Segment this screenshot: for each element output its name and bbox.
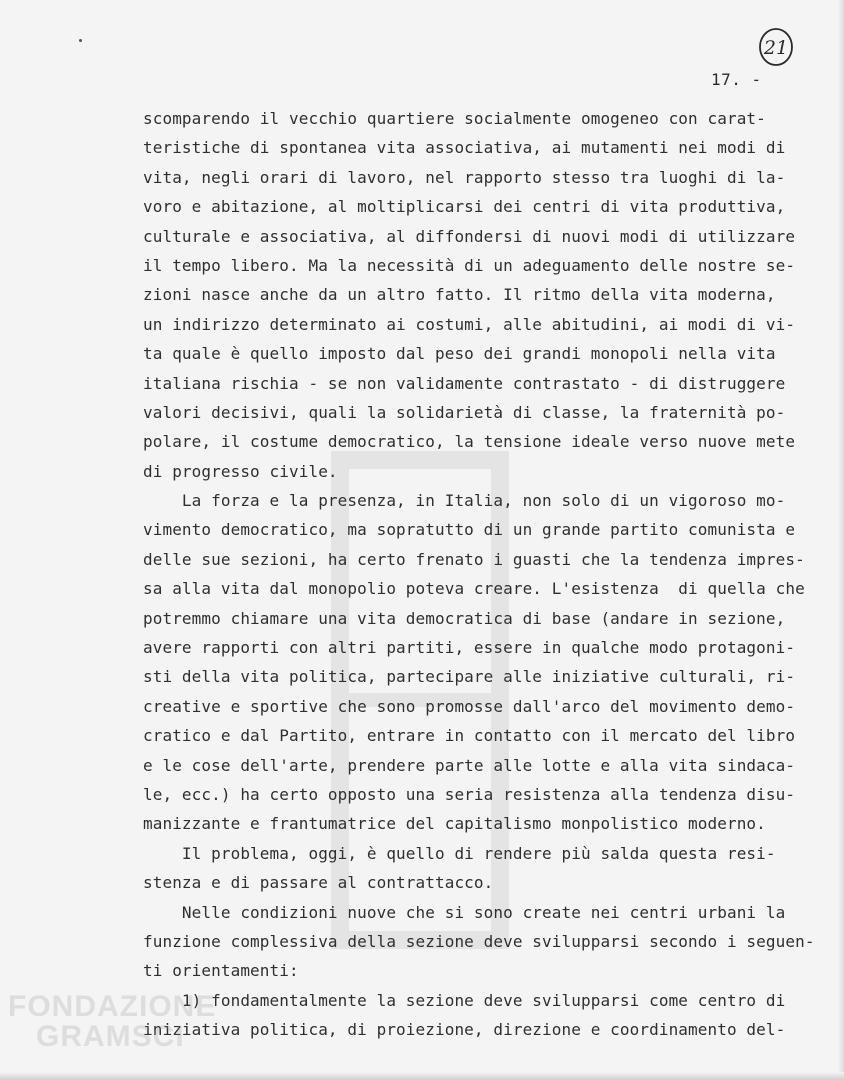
text-line: Il problema, oggi, è quello di rendere più salda questa resi-: [143, 843, 776, 863]
typewritten-body-text: [143, 104, 823, 1045]
handwritten-sheet-number: [757, 27, 795, 67]
text-line: 1) fondamentalmente la sezione deve svilupparsi come centro di: [143, 990, 786, 1010]
text-line: creative e sportive che sono promosse dall'arco del movimento demo-: [143, 696, 796, 716]
text-line: La forza e la presenza, in Italia, non solo di un vigoroso mo-: [143, 491, 786, 511]
text-line: valori decisivi, quali la solidarietà di classe, la fraternità po-: [143, 402, 786, 422]
watermark-logo: [8, 992, 216, 1052]
text-line: iniziativa politica, di proiezione, direzione e coordinamento del-: [143, 1020, 786, 1040]
paper-edge-bottom: [0, 1072, 844, 1080]
text-line: sa alla vita dal monopolio poteva creare. L'esistenza di quella che: [143, 579, 805, 599]
text-line: ta quale è quello imposto dal peso dei grandi monopoli nella vita: [143, 344, 776, 364]
text-line: sti della vita politica, partecipare alle iniziative culturali, ri-: [143, 667, 796, 687]
text-line: culturale e associativa, al diffondersi di nuovi modi di utilizzare: [143, 226, 796, 246]
text-line: stenza e di passare al contrattacco.: [143, 873, 494, 893]
text-line: un indirizzo determinato ai costumi, alle abitudini, ai modi di vi-: [143, 314, 796, 334]
text-line: vita, negli orari di lavoro, nel rapporto stesso tra luoghi di la-: [143, 167, 786, 187]
text-line: Nelle condizioni nuove che si sono create nei centri urbani la: [143, 902, 786, 922]
text-line: teristiche di spontanea vita associativa, ai mutamenti nei modi di: [143, 138, 786, 158]
watermark-line-2: GRAMSCI: [36, 1020, 185, 1053]
handwritten-number-text: 21: [763, 37, 789, 59]
text-line: ti orientamenti:: [143, 961, 299, 981]
text-line: funzione complessiva della sezione deve svilupparsi secondo i seguen-: [143, 931, 815, 951]
paper-edge-right: [838, 0, 844, 1080]
text-line: le, ecc.) ha certo opposto una seria resistenza alla tendenza disu-: [143, 784, 796, 804]
text-line: zioni nasce anche da un altro fatto. Il ritmo della vita moderna,: [143, 285, 776, 305]
text-line: avere rapporti con altri partiti, essere in qualche modo protagoni-: [143, 638, 796, 658]
text-line: polare, il costume democratico, la tensione ideale verso nuove mete: [143, 432, 796, 452]
text-line: il tempo libero. Ma la necessità di un adeguamento delle nostre se-: [143, 255, 796, 275]
ink-dot: [79, 39, 82, 42]
circled-number-mark: [757, 27, 795, 67]
text-line: cratico e dal Partito, entrare in contatto con il mercato del libro: [143, 726, 796, 746]
text-line: vimento democratico, ma sopratutto di un grande partito comunista e: [143, 520, 796, 540]
text-line: italiana rischia - se non validamente contrastato - di distruggere: [143, 373, 786, 393]
text-line: manizzante e frantumatrice del capitalismo monpolistico moderno.: [143, 814, 766, 834]
text-line: voro e abitazione, al moltiplicarsi dei centri di vita produttiva,: [143, 197, 786, 217]
page-number: 17. -: [711, 70, 762, 89]
text-line: delle sue sezioni, ha certo frenato i guasti che la tendenza impres-: [143, 549, 805, 569]
text-line: e le cose dell'arte, prendere parte alle lotte e alla vita sindaca-: [143, 755, 796, 775]
text-line: di progresso civile.: [143, 461, 338, 481]
text-line: potremmo chiamare una vita democratica di base (andare in sezione,: [143, 608, 786, 628]
text-line: scomparendo il vecchio quartiere socialmente omogeneo con carat-: [143, 109, 766, 128]
watermark-line-1: FONDAZIONE: [8, 990, 217, 1023]
